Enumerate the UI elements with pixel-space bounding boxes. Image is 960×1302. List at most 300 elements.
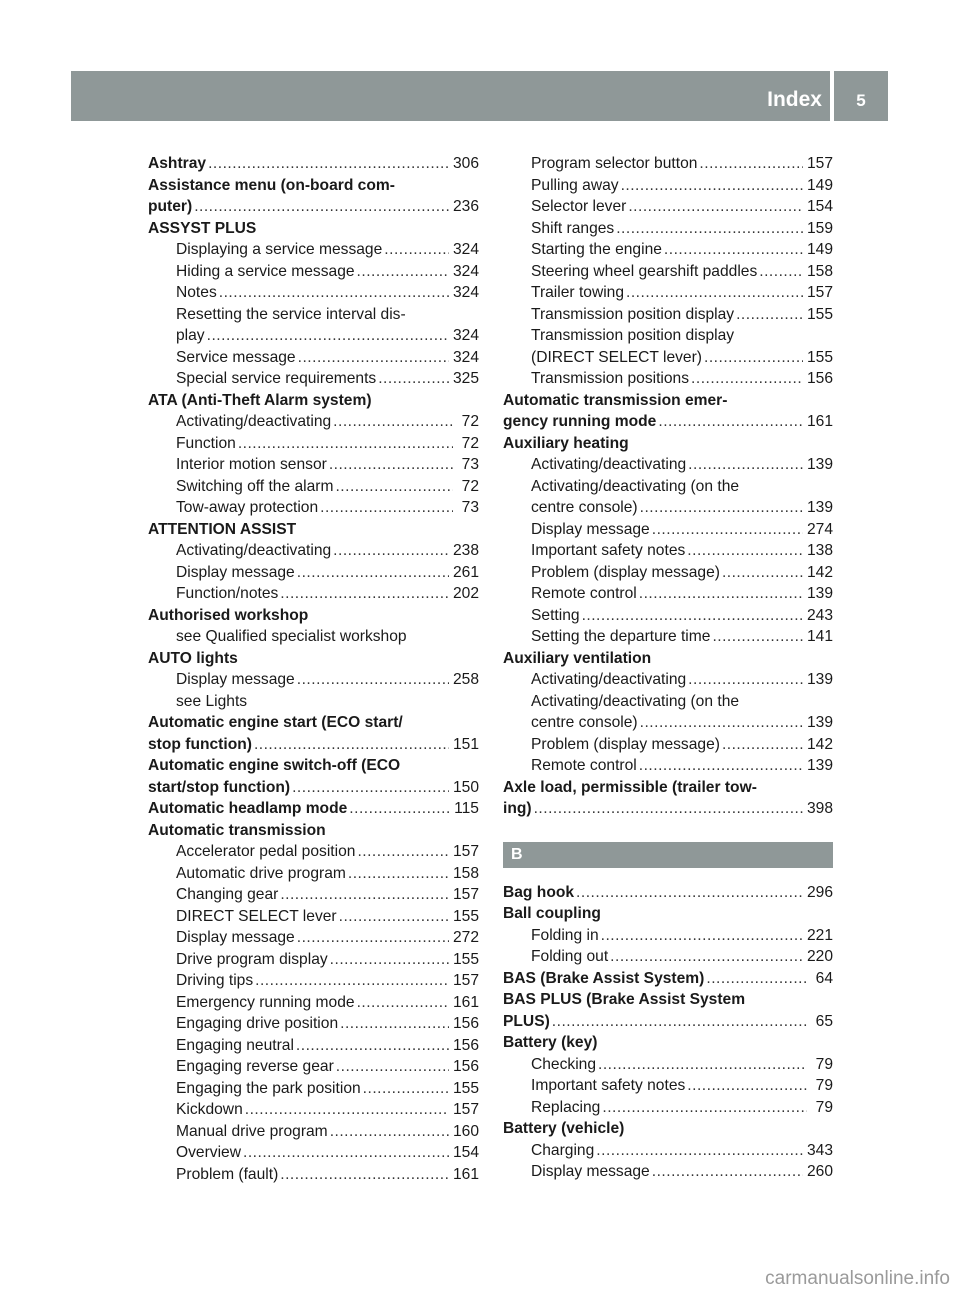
index-entry-page: 274 <box>806 520 833 538</box>
index-entry[interactable] <box>148 476 479 498</box>
dot-leader <box>656 411 803 433</box>
index-entry-page: 324 <box>452 327 479 344</box>
index-entry[interactable] <box>148 540 479 562</box>
index-entry[interactable] <box>503 777 833 799</box>
index-entry-page: 157 <box>452 886 479 903</box>
index-entry-label: Activating/deactivating <box>176 413 332 430</box>
index-entry-page: 324 <box>452 284 479 301</box>
index-entry[interactable] <box>503 153 833 175</box>
index-entry[interactable] <box>503 1075 833 1097</box>
dot-leader <box>355 992 449 1014</box>
index-entry-label: AUTO lights <box>148 649 238 667</box>
index-entry-label: Replacing <box>531 1098 601 1116</box>
dot-leader <box>328 949 449 971</box>
index-entry-label: Display message <box>176 671 295 688</box>
index-entry-page: 159 <box>806 219 833 237</box>
index-entry-label: Automatic transmission emer- <box>503 391 728 409</box>
index-entry[interactable] <box>503 519 833 541</box>
index-entry[interactable] <box>148 175 479 197</box>
index-entry-page: 236 <box>452 198 479 215</box>
dot-leader <box>662 239 803 261</box>
index-entry[interactable] <box>148 691 479 713</box>
index-entry[interactable] <box>148 798 479 820</box>
index-entry-page: 158 <box>452 864 479 882</box>
index-entry[interactable] <box>503 903 833 925</box>
index-entry-label: Interior motion sensor <box>176 456 327 473</box>
index-entry-label: Pulling away <box>531 176 619 194</box>
index-entry[interactable] <box>503 562 833 584</box>
index-entry[interactable] <box>148 1164 479 1186</box>
dot-leader <box>574 882 803 904</box>
dot-leader <box>278 583 449 605</box>
index-entry[interactable] <box>503 282 833 304</box>
index-entry[interactable] <box>503 476 833 498</box>
index-entry[interactable] <box>148 884 479 906</box>
index-entry[interactable] <box>148 261 479 283</box>
index-entry[interactable] <box>148 949 479 971</box>
index-entry-label: centre console) <box>531 499 638 516</box>
index-entry[interactable] <box>148 605 479 627</box>
index-entry-label: Manual drive program <box>176 1122 328 1140</box>
index-entry-label: ATTENTION ASSIST <box>148 520 297 538</box>
index-entry-page: 139 <box>806 714 833 731</box>
index-entry-page: 155 <box>452 907 479 925</box>
index-entry-page: 79 <box>815 1055 833 1073</box>
dot-leader <box>295 927 449 949</box>
index-entry[interactable] <box>148 497 479 519</box>
index-entry-label: Remote control <box>531 585 637 602</box>
index-entry-label: Bag hook <box>503 883 575 901</box>
index-entry[interactable] <box>503 626 833 648</box>
dot-leader <box>295 669 449 691</box>
index-entry-page: 157 <box>806 155 833 172</box>
index-entry-page: 306 <box>452 155 479 172</box>
index-entry[interactable] <box>503 390 833 412</box>
index-entry[interactable] <box>503 1161 833 1183</box>
index-entry[interactable] <box>503 347 833 369</box>
dot-leader <box>337 906 449 928</box>
index-entry-label: Automatic headlamp mode <box>148 800 348 817</box>
index-entry-label: Ashtray <box>148 155 207 172</box>
index-entry[interactable] <box>148 519 479 541</box>
index-entry-label: Selector lever <box>531 198 627 215</box>
index-entry[interactable] <box>503 755 833 777</box>
dot-leader <box>704 968 807 990</box>
index-entry[interactable] <box>503 325 833 347</box>
index-entry-label: Function/notes <box>176 585 279 602</box>
index-entry-page: 155 <box>806 305 833 323</box>
dot-leader <box>720 734 803 756</box>
index-entry-page: 272 <box>452 929 479 946</box>
index-entry-label: Tow-away protection <box>176 499 319 516</box>
index-entry-label: Authorised workshop <box>148 606 309 624</box>
index-entry[interactable] <box>148 820 479 842</box>
index-entry[interactable] <box>503 196 833 218</box>
index-entry-label: Battery (vehicle) <box>503 1120 625 1137</box>
index-entry[interactable] <box>148 196 479 218</box>
dot-leader <box>757 261 803 283</box>
index-entry-label: Switching off the alarm <box>176 477 334 495</box>
index-entry-page: 73 <box>461 456 479 473</box>
index-entry-label: Engaging neutral <box>176 1036 294 1054</box>
index-entry-label: Problem (display message) <box>531 563 720 581</box>
dot-leader <box>376 368 449 390</box>
index-entry-page: 141 <box>806 628 833 645</box>
index-entry[interactable] <box>503 605 833 627</box>
index-entry-page: 160 <box>452 1122 479 1140</box>
index-entry[interactable] <box>503 1097 833 1119</box>
index-entry-page: 220 <box>806 948 833 965</box>
index-entry[interactable] <box>148 433 479 455</box>
index-entry[interactable] <box>148 755 479 777</box>
index-column-left <box>148 153 479 1185</box>
section-spacer <box>503 820 833 842</box>
index-entry-label: Drive program display <box>176 950 328 968</box>
index-entry-label: Automatic drive program <box>176 864 346 882</box>
dot-leader <box>689 368 803 390</box>
index-entry[interactable] <box>503 304 833 326</box>
dot-leader <box>580 605 803 627</box>
index-entry[interactable] <box>503 540 833 562</box>
index-entry-label: Activating/deactivating <box>531 456 687 473</box>
dot-leader <box>624 282 803 304</box>
dot-leader <box>241 1142 449 1164</box>
dot-leader <box>294 1035 449 1057</box>
index-entry[interactable] <box>503 1054 833 1076</box>
index-column-right <box>503 153 833 1183</box>
index-entry[interactable] <box>148 368 479 390</box>
index-entry-label: Checking <box>531 1055 597 1073</box>
index-entry-label: Engaging the park position <box>176 1079 361 1097</box>
index-entry-page: 324 <box>452 241 479 258</box>
index-entry-label: puter) <box>148 198 193 215</box>
index-entry[interactable] <box>503 734 833 756</box>
index-entry[interactable] <box>148 218 479 240</box>
index-entry-label: Engaging drive position <box>176 1015 339 1032</box>
dot-leader <box>638 497 803 519</box>
index-entry-label: DIRECT SELECT lever <box>176 907 337 925</box>
index-entry-page: 258 <box>452 671 479 688</box>
index-entry[interactable] <box>148 1078 479 1100</box>
index-entry-label: Engaging reverse gear <box>176 1058 334 1075</box>
dot-leader <box>686 454 803 476</box>
index-entry-page: 161 <box>806 413 833 430</box>
index-entry[interactable] <box>148 648 479 670</box>
index-entry[interactable] <box>148 347 479 369</box>
dot-leader <box>650 1161 803 1183</box>
dot-leader <box>596 1054 807 1076</box>
index-entry-label: Notes <box>176 284 217 301</box>
index-entry[interactable] <box>148 239 479 261</box>
index-entry-label: Display message <box>531 520 650 538</box>
index-entry[interactable] <box>503 648 833 670</box>
dot-leader <box>650 519 803 541</box>
index-entry-page: 155 <box>452 950 479 968</box>
dot-leader <box>638 712 803 734</box>
index-entry[interactable] <box>148 1013 479 1035</box>
dot-leader <box>614 218 803 240</box>
index-entry-page: 154 <box>452 1144 479 1161</box>
index-entry-label: Function <box>176 434 236 452</box>
index-entry-label: Activating/deactivating (on the <box>531 692 740 710</box>
index-entry[interactable] <box>148 153 479 175</box>
index-entry-page: 64 <box>815 969 833 987</box>
dot-leader <box>619 175 803 197</box>
index-entry-page: 72 <box>461 477 479 495</box>
index-entry-page: 79 <box>815 1077 833 1094</box>
index-entry-label: Accelerator pedal position <box>176 843 356 860</box>
dot-leader <box>355 261 449 283</box>
index-entry-page: 154 <box>806 198 833 215</box>
index-entry-page: 158 <box>806 262 833 280</box>
index-entry-page: 324 <box>452 348 479 366</box>
dot-leader <box>295 562 449 584</box>
index-entry-label: Assistance menu (on-board com- <box>148 176 395 194</box>
index-entry[interactable] <box>503 691 833 713</box>
index-entry-page: 221 <box>806 926 833 944</box>
index-entry[interactable] <box>148 734 479 756</box>
index-entry-label: Important safety notes <box>531 1077 686 1094</box>
index-entry-label: Axle load, permissible (trailer tow- <box>503 778 757 796</box>
dot-leader <box>206 153 449 175</box>
dot-leader <box>253 970 449 992</box>
index-entry-label: Shift ranges <box>531 219 615 237</box>
index-entry-label: Displaying a service message <box>176 241 383 258</box>
index-entry-page: 343 <box>806 1141 833 1159</box>
index-entry-label: Problem (display message) <box>531 735 720 753</box>
index-entry[interactable] <box>148 583 479 605</box>
index-entry[interactable] <box>503 1140 833 1162</box>
index-entry[interactable] <box>148 863 479 885</box>
index-entry-page: 243 <box>806 606 833 624</box>
index-entry[interactable] <box>148 777 479 799</box>
index-entry-page: 161 <box>452 1165 479 1183</box>
index-entry-page: 157 <box>452 972 479 989</box>
index-entry-label: Driving tips <box>176 972 254 989</box>
index-entry-page: 149 <box>806 176 833 194</box>
section-letter: B <box>503 842 833 868</box>
index-entry[interactable] <box>503 175 833 197</box>
index-entry[interactable] <box>148 454 479 476</box>
index-entry-label: (DIRECT SELECT lever) <box>531 348 702 366</box>
index-entry[interactable] <box>503 368 833 390</box>
dot-leader <box>608 946 803 968</box>
dot-leader <box>685 1075 807 1097</box>
dot-leader <box>333 476 453 498</box>
page-number: 5 <box>856 91 866 110</box>
index-entry-page: 73 <box>461 499 479 516</box>
index-entry-page: 79 <box>815 1098 833 1116</box>
index-entry-label: Special service requirements <box>176 370 377 387</box>
index-entry[interactable] <box>148 411 479 433</box>
index-entry-page: 72 <box>461 434 479 452</box>
index-entry-page: 398 <box>806 800 833 817</box>
index-entry[interactable] <box>503 712 833 734</box>
index-entry-label: Automatic transmission <box>148 821 326 839</box>
index-entry-label: BAS PLUS (Brake Assist System <box>503 991 746 1008</box>
index-entry-page: 155 <box>452 1079 479 1097</box>
index-entry-label: Activating/deactivating <box>531 671 687 688</box>
index-entry[interactable] <box>503 433 833 455</box>
page-title: Index <box>767 88 822 111</box>
dot-leader <box>734 304 803 326</box>
dot-leader <box>331 540 449 562</box>
index-entry[interactable] <box>148 282 479 304</box>
index-entry-page: 155 <box>806 348 833 366</box>
index-entry-label: Auxiliary ventilation <box>503 649 652 667</box>
index-entry[interactable] <box>148 325 479 347</box>
index-entry-page: 157 <box>452 843 479 860</box>
index-entry-label: BAS (Brake Assist System) <box>503 969 705 987</box>
index-entry-label: centre console) <box>531 714 638 731</box>
dot-leader <box>327 454 453 476</box>
dot-leader <box>278 1164 449 1186</box>
index-entry[interactable] <box>503 583 833 605</box>
dot-leader <box>243 1099 449 1121</box>
dot-leader <box>361 1078 449 1100</box>
dot-leader <box>290 777 449 799</box>
dot-leader <box>278 884 449 906</box>
index-entry[interactable] <box>148 992 479 1014</box>
index-entry[interactable] <box>148 1121 479 1143</box>
index-entry-label: Problem (fault) <box>176 1165 279 1183</box>
dot-leader <box>532 798 803 820</box>
dot-leader <box>192 196 449 218</box>
index-entry-page: 324 <box>452 262 479 280</box>
index-entry-label: Setting the departure time <box>531 628 711 645</box>
dot-leader <box>382 239 449 261</box>
index-entry-label: Transmission position display <box>531 305 735 323</box>
index-entry-page: 139 <box>806 499 833 516</box>
index-entry[interactable] <box>148 669 479 691</box>
index-entry-label: Display message <box>176 563 295 581</box>
index-entry-label: PLUS) <box>503 1012 550 1030</box>
dot-leader <box>236 433 453 455</box>
dot-leader <box>334 1056 449 1078</box>
index-entry-label: ATA (Anti-Theft Alarm system) <box>148 391 372 409</box>
dot-leader <box>296 347 449 369</box>
index-entry[interactable] <box>148 1056 479 1078</box>
index-entry[interactable] <box>503 798 833 820</box>
index-entry-page: 151 <box>452 735 479 753</box>
index-entry[interactable] <box>148 712 479 734</box>
dot-leader <box>697 153 803 175</box>
index-entry-label: Activating/deactivating (on the <box>531 477 740 495</box>
index-entry[interactable] <box>503 411 833 433</box>
dot-leader <box>217 282 449 304</box>
dot-leader <box>599 925 803 947</box>
index-entry-label: gency running mode <box>503 413 657 430</box>
index-entry-page: 139 <box>806 757 833 774</box>
dot-leader <box>710 626 803 648</box>
index-entry[interactable] <box>148 626 479 648</box>
index-entry-label: see Lights <box>176 692 248 710</box>
index-entry-page: 161 <box>452 993 479 1011</box>
index-entry-label: Kickdown <box>176 1101 243 1118</box>
index-entry-label: Important safety notes <box>531 542 686 559</box>
dot-leader <box>686 669 803 691</box>
index-entry-page: 157 <box>806 284 833 301</box>
index-entry[interactable] <box>503 925 833 947</box>
index-entry[interactable] <box>148 1142 479 1164</box>
index-entry[interactable] <box>503 1032 833 1054</box>
index-entry-label: Resetting the service interval dis- <box>176 305 406 323</box>
index-entry-page: 156 <box>452 1058 479 1075</box>
index-entry-label: stop function) <box>148 735 252 753</box>
index-entry[interactable] <box>148 927 479 949</box>
index-entry[interactable] <box>503 239 833 261</box>
index-entry-page: 142 <box>806 735 833 753</box>
index-entry-page: 157 <box>452 1101 479 1118</box>
index-entry[interactable] <box>503 1118 833 1140</box>
index-entry-page: 115 <box>454 800 479 817</box>
dot-leader <box>637 755 803 777</box>
index-entry-label: Folding out <box>531 948 609 965</box>
dot-leader <box>346 863 449 885</box>
index-entry-label: Automatic engine switch-off (ECO <box>148 757 401 774</box>
index-entry[interactable] <box>503 989 833 1011</box>
index-entry[interactable] <box>148 390 479 412</box>
index-entry-label: see Qualified specialist workshop <box>176 628 407 645</box>
dot-leader <box>685 540 803 562</box>
index-entry-page: 138 <box>806 542 833 559</box>
index-entry[interactable] <box>148 562 479 584</box>
index-entry-page: 139 <box>806 671 833 688</box>
index-entry-label: Steering wheel gearshift paddles <box>531 262 758 280</box>
dot-leader <box>205 325 449 347</box>
index-entry-page: 202 <box>452 585 479 602</box>
index-entry-label: Display message <box>531 1163 650 1180</box>
index-entry-label: Folding in <box>531 926 599 944</box>
index-entry-page: 139 <box>806 585 833 602</box>
index-entry-label: start/stop function) <box>148 778 291 796</box>
index-entry-label: Emergency running mode <box>176 993 355 1011</box>
dot-leader <box>355 841 449 863</box>
index-entry[interactable] <box>148 304 479 326</box>
dot-leader <box>347 798 450 820</box>
index-entry-label: Service message <box>176 348 296 366</box>
dot-leader <box>594 1140 803 1162</box>
index-entry[interactable] <box>148 1035 479 1057</box>
index-entry-page: 65 <box>815 1012 833 1030</box>
dot-leader <box>702 347 803 369</box>
index-entry-label: Trailer towing <box>531 284 625 301</box>
index-entry-page: 139 <box>806 456 833 473</box>
index-entry-label: ing) <box>503 800 532 817</box>
index-entry-page: 156 <box>452 1015 479 1032</box>
index-entry-label: Starting the engine <box>531 241 662 258</box>
index-entry-page: 260 <box>806 1163 833 1180</box>
index-entry[interactable] <box>503 968 833 990</box>
index-entry-page: 156 <box>806 370 833 387</box>
index-entry[interactable] <box>503 454 833 476</box>
index-entry-page: 238 <box>452 542 479 559</box>
index-entry-label: Ball coupling <box>503 905 601 922</box>
index-entry-label: Overview <box>176 1144 241 1161</box>
index-entry[interactable] <box>503 669 833 691</box>
index-entry[interactable] <box>148 841 479 863</box>
index-entry[interactable] <box>148 1099 479 1121</box>
index-entry[interactable] <box>503 218 833 240</box>
index-entry[interactable] <box>503 497 833 519</box>
index-entry[interactable] <box>503 946 833 968</box>
index-entry[interactable] <box>148 970 479 992</box>
index-entry[interactable] <box>503 261 833 283</box>
index-entry[interactable] <box>503 1011 833 1033</box>
index-entry[interactable] <box>503 882 833 904</box>
index-entry[interactable] <box>148 906 479 928</box>
index-entry-label: Changing gear <box>176 886 279 903</box>
